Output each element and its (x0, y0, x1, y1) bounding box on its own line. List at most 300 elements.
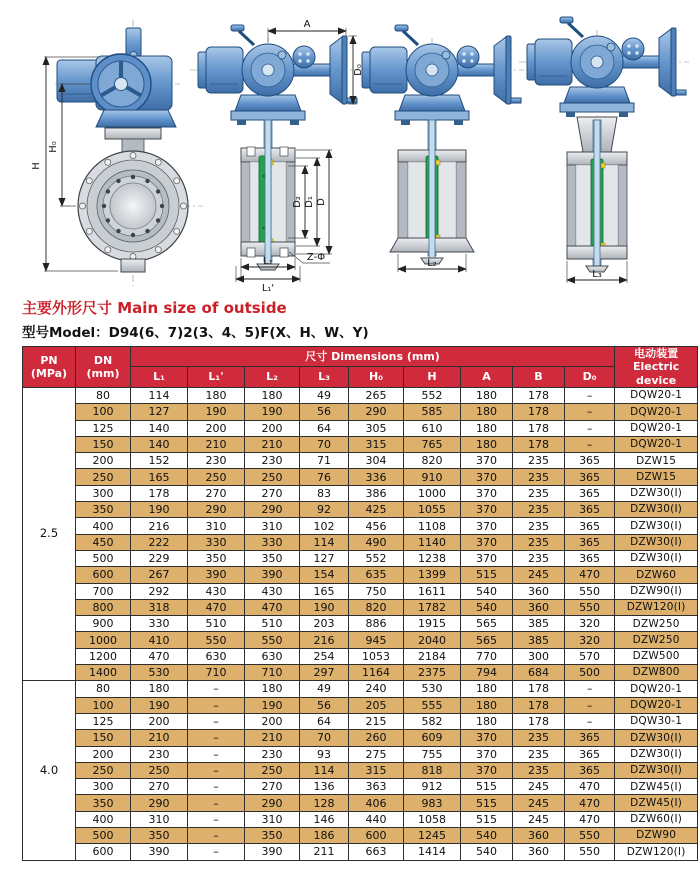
dim-cell: 550 (245, 632, 300, 648)
dim-cell: – (188, 762, 245, 778)
dim-cell: 114 (300, 534, 349, 550)
device-cell: DZW120(I) (615, 599, 698, 615)
dim-cell: 1164 (349, 665, 404, 681)
dim-cell: 178 (513, 404, 565, 420)
dim-cell: 190 (245, 404, 300, 420)
dim-label-l3: L₃ (592, 269, 602, 280)
dim-cell: 180 (245, 388, 300, 404)
device-cell: DZW250 (615, 632, 698, 648)
dim-cell: 250 (131, 762, 188, 778)
table-row (23, 665, 698, 681)
dim-cell: 2040 (404, 632, 461, 648)
dim-cell: 370 (461, 746, 513, 762)
dim-cell: 56 (300, 697, 349, 713)
dim-cell: 76 (300, 469, 349, 485)
dim-cell: 235 (513, 453, 565, 469)
dim-cell: 582 (404, 713, 461, 729)
dim-col-header: H₀ (349, 367, 404, 388)
dim-cell: 385 (513, 616, 565, 632)
dim-cell: 178 (131, 485, 188, 501)
dim-cell: 515 (461, 795, 513, 811)
dim-cell: 49 (300, 681, 349, 697)
dn-cell: 300 (76, 779, 131, 795)
table-row (23, 404, 698, 420)
dim-col-header: L₃ (300, 367, 349, 388)
dim-label-d1: D₁ (304, 196, 315, 208)
dim-cell: 630 (188, 648, 245, 664)
model-value: D94(6、7)2(3、4、5)F(X、H、W、Y) (108, 325, 369, 341)
dim-cell: 178 (513, 420, 565, 436)
dim-cell: 260 (349, 730, 404, 746)
dim-cell: 203 (300, 616, 349, 632)
dim-cell: – (565, 697, 615, 713)
device-cell: DZW250 (615, 616, 698, 632)
dim-cell: 365 (565, 762, 615, 778)
dn-cell: 100 (76, 697, 131, 713)
dn-cell: 100 (76, 404, 131, 420)
dim-cell: 1238 (404, 550, 461, 566)
valve-body-front (78, 151, 188, 261)
dn-cell: 150 (76, 436, 131, 452)
dn-cell: 500 (76, 550, 131, 566)
dim-cell: 154 (300, 567, 349, 583)
table-row (23, 436, 698, 452)
table-row (23, 697, 698, 713)
valve-neck (122, 139, 144, 152)
col-header-electric-device (615, 347, 698, 388)
dim-label-d2: D₂ (292, 196, 303, 208)
dim-cell: 315 (349, 762, 404, 778)
dim-cell: 350 (188, 550, 245, 566)
table-row (23, 648, 698, 664)
dim-cell: 710 (245, 665, 300, 681)
table-row (23, 567, 698, 583)
dim-cell: 550 (565, 828, 615, 844)
dim-cell: 470 (565, 567, 615, 583)
dim-cell: 1055 (404, 502, 461, 518)
dim-cell: 456 (349, 518, 404, 534)
dim-cell: 540 (461, 583, 513, 599)
dim-cell: 390 (245, 844, 300, 860)
table-row (23, 534, 698, 550)
dim-cell: 205 (349, 697, 404, 713)
table-row (23, 583, 698, 599)
dim-cell: – (565, 420, 615, 436)
dim-cell: 1399 (404, 567, 461, 583)
device-cell: DZW15 (615, 469, 698, 485)
dim-cell: 360 (513, 583, 565, 599)
dim-cell: 1000 (404, 485, 461, 501)
dim-cell: 180 (245, 681, 300, 697)
dim-cell: 245 (513, 567, 565, 583)
device-cell: DZW30(I) (615, 746, 698, 762)
dim-cell: 71 (300, 453, 349, 469)
dim-cell: 180 (461, 388, 513, 404)
dim-cell: 440 (349, 811, 404, 827)
dim-cell: – (565, 681, 615, 697)
dim-cell: 200 (188, 420, 245, 436)
dim-label-l2: L₂ (427, 258, 437, 269)
dim-cell: 190 (131, 697, 188, 713)
dn-cell: 80 (76, 681, 131, 697)
dim-cell: 365 (565, 485, 615, 501)
dim-cell: 178 (513, 697, 565, 713)
dim-cell: 540 (461, 599, 513, 615)
dn-cell: 150 (76, 730, 131, 746)
device-cell: DZW45(I) (615, 795, 698, 811)
dn-cell: 250 (76, 469, 131, 485)
device-cell: DZW90(I) (615, 583, 698, 599)
device-cell: DZW30(I) (615, 518, 698, 534)
device-cell: DZW30(I) (615, 550, 698, 566)
dim-cell: 365 (565, 453, 615, 469)
device-header-line2: Electric device (633, 360, 680, 387)
table-row (23, 485, 698, 501)
dim-cell: 470 (565, 795, 615, 811)
handwheel-front (91, 54, 151, 114)
dim-cell: – (565, 436, 615, 452)
device-cell: DZW90 (615, 828, 698, 844)
dim-cell: – (188, 828, 245, 844)
dim-cell: 270 (245, 779, 300, 795)
dim-cell: 216 (300, 632, 349, 648)
dim-cell: 136 (300, 779, 349, 795)
dim-cell: 210 (245, 436, 300, 452)
dim-cell: 270 (188, 485, 245, 501)
dim-cell: 178 (513, 713, 565, 729)
dim-cell: 290 (349, 404, 404, 420)
dim-cell: 230 (245, 453, 300, 469)
dim-cell: 310 (245, 518, 300, 534)
dn-header-line1: DN (93, 353, 113, 367)
dim-cell: 190 (188, 404, 245, 420)
dim-cell: 550 (565, 599, 615, 615)
dim-cell: 365 (565, 502, 615, 518)
dim-cell: 552 (349, 550, 404, 566)
dim-cell: 1053 (349, 648, 404, 664)
dim-cell: 229 (131, 550, 188, 566)
table-row (23, 730, 698, 746)
dim-col-header: L₂ (245, 367, 300, 388)
table-row (23, 599, 698, 615)
dim-cell: 1245 (404, 828, 461, 844)
dim-cell: 370 (461, 534, 513, 550)
dim-cell: 365 (565, 730, 615, 746)
device-cell: DZW30(I) (615, 762, 698, 778)
dim-cell: 49 (300, 388, 349, 404)
dim-cell: 190 (131, 502, 188, 518)
dim-cell: 235 (513, 469, 565, 485)
dim-cell: 230 (131, 746, 188, 762)
pn-header-line2: (MPa) (30, 367, 68, 380)
dn-cell: 80 (76, 388, 131, 404)
dim-cell: 290 (188, 502, 245, 518)
dim-cell: 710 (188, 665, 245, 681)
device-cell: DZW15 (615, 453, 698, 469)
dim-cell: 770 (461, 648, 513, 664)
dim-cell: 370 (461, 518, 513, 534)
dn-cell: 900 (76, 616, 131, 632)
dim-cell: 290 (245, 502, 300, 518)
dim-cell: – (565, 713, 615, 729)
device-cell: DZW500 (615, 648, 698, 664)
dn-cell: 350 (76, 795, 131, 811)
dim-col-header: L₁' (188, 367, 245, 388)
dim-cell: 912 (404, 779, 461, 795)
dim-cell: – (188, 713, 245, 729)
dim-col-header: B (513, 367, 565, 388)
dim-cell: 210 (131, 730, 188, 746)
dim-cell: 235 (513, 746, 565, 762)
device-cell: DQW20-1 (615, 697, 698, 713)
dim-cell: – (188, 681, 245, 697)
dim-cell: 370 (461, 762, 513, 778)
dim-cell: 180 (461, 404, 513, 420)
model-label: 型号Model： (22, 325, 109, 341)
dim-cell: 127 (131, 404, 188, 420)
dn-cell: 500 (76, 828, 131, 844)
dim-cell: 178 (513, 681, 565, 697)
dim-cell: 1414 (404, 844, 461, 860)
dim-cell: 127 (300, 550, 349, 566)
dim-cell: 609 (404, 730, 461, 746)
col-header-dn (76, 347, 131, 388)
dim-cell: 370 (461, 453, 513, 469)
dim-cell: 515 (461, 567, 513, 583)
dim-label-h: H (31, 162, 42, 170)
dim-label-d: D (316, 198, 327, 206)
table-row (23, 388, 698, 404)
dim-cell: 270 (245, 485, 300, 501)
dim-cell: 470 (565, 811, 615, 827)
dim-cell: – (188, 697, 245, 713)
dim-cell: 610 (404, 420, 461, 436)
dim-cell: 365 (565, 550, 615, 566)
dim-cell: 552 (404, 388, 461, 404)
dim-cell: 83 (300, 485, 349, 501)
dim-cell: 350 (245, 550, 300, 566)
table-row (23, 828, 698, 844)
dim-cell: 1782 (404, 599, 461, 615)
dim-cell: 222 (131, 534, 188, 550)
dim-cell: 515 (461, 779, 513, 795)
col-header-pn (23, 347, 76, 388)
dim-cell: 470 (131, 648, 188, 664)
dim-cell: 945 (349, 632, 404, 648)
dim-cell: 630 (245, 648, 300, 664)
dn-cell: 1400 (76, 665, 131, 681)
dim-cell: 530 (404, 681, 461, 697)
dim-cell: 114 (131, 388, 188, 404)
device-cell: DZW800 (615, 665, 698, 681)
dim-cell: 635 (349, 567, 404, 583)
dim-cell: 250 (245, 469, 300, 485)
drawing-lug-view (519, 17, 689, 283)
table-row (23, 502, 698, 518)
dim-cell: 92 (300, 502, 349, 518)
dim-cell: 200 (245, 713, 300, 729)
dn-cell: 300 (76, 485, 131, 501)
dim-cell: 820 (349, 599, 404, 615)
section-title (22, 297, 287, 318)
table-row (23, 779, 698, 795)
dim-cell: 190 (300, 599, 349, 615)
dim-cell: 270 (131, 779, 188, 795)
dim-cell: 470 (188, 599, 245, 615)
dim-cell: 370 (461, 730, 513, 746)
dim-cell: 794 (461, 665, 513, 681)
dim-cell: 211 (300, 844, 349, 860)
dim-cell: 128 (300, 795, 349, 811)
drawing-wafer-view (354, 25, 524, 272)
dim-cell: 406 (349, 795, 404, 811)
dim-label-h0: H₀ (48, 141, 59, 153)
dn-cell: 700 (76, 583, 131, 599)
dim-cell: 818 (404, 762, 461, 778)
dim-cell: 360 (513, 828, 565, 844)
section-title-en: Main size of outside (117, 299, 287, 317)
dim-cell: 178 (513, 388, 565, 404)
dim-cell: 180 (188, 388, 245, 404)
dim-cell: 320 (565, 632, 615, 648)
device-cell: DZW30(I) (615, 534, 698, 550)
dim-cell: – (188, 730, 245, 746)
dim-cell: 250 (245, 762, 300, 778)
dim-label-z-phi: Z-Φ (306, 252, 326, 263)
table-row (23, 453, 698, 469)
dim-cell: 500 (565, 665, 615, 681)
dim-cell: 216 (131, 518, 188, 534)
dn-cell: 125 (76, 713, 131, 729)
dim-cell: 70 (300, 730, 349, 746)
device-cell: DZW30(I) (615, 730, 698, 746)
dim-cell: 910 (404, 469, 461, 485)
device-header-line1: 电动装置 (634, 347, 679, 361)
section-title-cn: 主要外形尺寸 (22, 299, 113, 317)
dim-cell: 165 (300, 583, 349, 599)
dim-cell: 663 (349, 844, 404, 860)
dim-label-l1: L₁ (263, 256, 273, 267)
table-row (23, 469, 698, 485)
dim-cell: – (565, 388, 615, 404)
dim-col-header: A (461, 367, 513, 388)
dim-cell: 180 (461, 436, 513, 452)
dim-cell: 1108 (404, 518, 461, 534)
dim-cell: 275 (349, 746, 404, 762)
dim-cell: 235 (513, 502, 565, 518)
dn-header-line2: (mm) (86, 367, 120, 380)
dim-cell: 330 (188, 534, 245, 550)
dim-cell: 2184 (404, 648, 461, 664)
dim-cell: 230 (245, 746, 300, 762)
dim-cell: 178 (513, 436, 565, 452)
dim-cell: 470 (245, 599, 300, 615)
dim-cell: 565 (461, 616, 513, 632)
table-row (23, 713, 698, 729)
dn-cell: 800 (76, 599, 131, 615)
table-row (23, 616, 698, 632)
dim-cell: 510 (188, 616, 245, 632)
dim-cell: 490 (349, 534, 404, 550)
table-row (23, 420, 698, 436)
dim-cell: 254 (300, 648, 349, 664)
dim-cell: 365 (565, 518, 615, 534)
dim-cell: 363 (349, 779, 404, 795)
dim-cell: 385 (513, 632, 565, 648)
table-row (23, 795, 698, 811)
dn-cell: 350 (76, 502, 131, 518)
dim-cell: 235 (513, 485, 565, 501)
dim-cell: 320 (565, 616, 615, 632)
dim-cell: 315 (349, 436, 404, 452)
dim-cell: 1611 (404, 583, 461, 599)
dim-cell: 64 (300, 420, 349, 436)
dim-cell: 430 (245, 583, 300, 599)
dim-cell: 304 (349, 453, 404, 469)
pn-header-line1: PN (40, 353, 58, 367)
dim-cell: 140 (131, 420, 188, 436)
dim-cell: 180 (461, 697, 513, 713)
dim-cell: 360 (513, 599, 565, 615)
dim-cell: – (188, 779, 245, 795)
dim-cell: 370 (461, 485, 513, 501)
dim-cell: 510 (245, 616, 300, 632)
dim-cell: 210 (245, 730, 300, 746)
dim-cell: 140 (131, 436, 188, 452)
dim-cell: 245 (513, 779, 565, 795)
dim-cell: 570 (565, 648, 615, 664)
dim-cell: 765 (404, 436, 461, 452)
device-cell: DQW20-1 (615, 404, 698, 420)
side-actuator (519, 17, 689, 117)
dim-cell: 350 (245, 828, 300, 844)
dim-cell: 305 (349, 420, 404, 436)
dn-cell: 400 (76, 811, 131, 827)
dim-cell: 330 (131, 616, 188, 632)
dim-cell: 235 (513, 518, 565, 534)
dn-cell: 200 (76, 746, 131, 762)
dim-cell: 310 (188, 518, 245, 534)
pn-cell: 2.5 (23, 388, 76, 681)
dim-cell: 56 (300, 404, 349, 420)
dim-cell: 555 (404, 697, 461, 713)
dim-cell: 360 (513, 844, 565, 860)
side-actuator (354, 25, 524, 125)
dim-cell: 230 (188, 453, 245, 469)
dim-cell: 365 (565, 746, 615, 762)
dim-cell: 240 (349, 681, 404, 697)
dim-cell: 390 (131, 844, 188, 860)
dim-cell: 93 (300, 746, 349, 762)
dim-cell: – (188, 811, 245, 827)
device-cell: DZW120(I) (615, 844, 698, 860)
dim-cell: 370 (461, 502, 513, 518)
dn-cell: 400 (76, 518, 131, 534)
dimensions-table (22, 346, 698, 861)
device-cell: DQW20-1 (615, 681, 698, 697)
dim-cell: 565 (461, 632, 513, 648)
dim-cell: 235 (513, 730, 565, 746)
dim-cell: 265 (349, 388, 404, 404)
dim-cell: 114 (300, 762, 349, 778)
dim-cell: 180 (461, 420, 513, 436)
device-cell: DZW30(I) (615, 502, 698, 518)
dim-cell: 180 (131, 681, 188, 697)
dim-cell: 365 (565, 469, 615, 485)
dim-cell: 215 (349, 713, 404, 729)
dim-cell: 300 (513, 648, 565, 664)
dim-cell: 390 (245, 567, 300, 583)
